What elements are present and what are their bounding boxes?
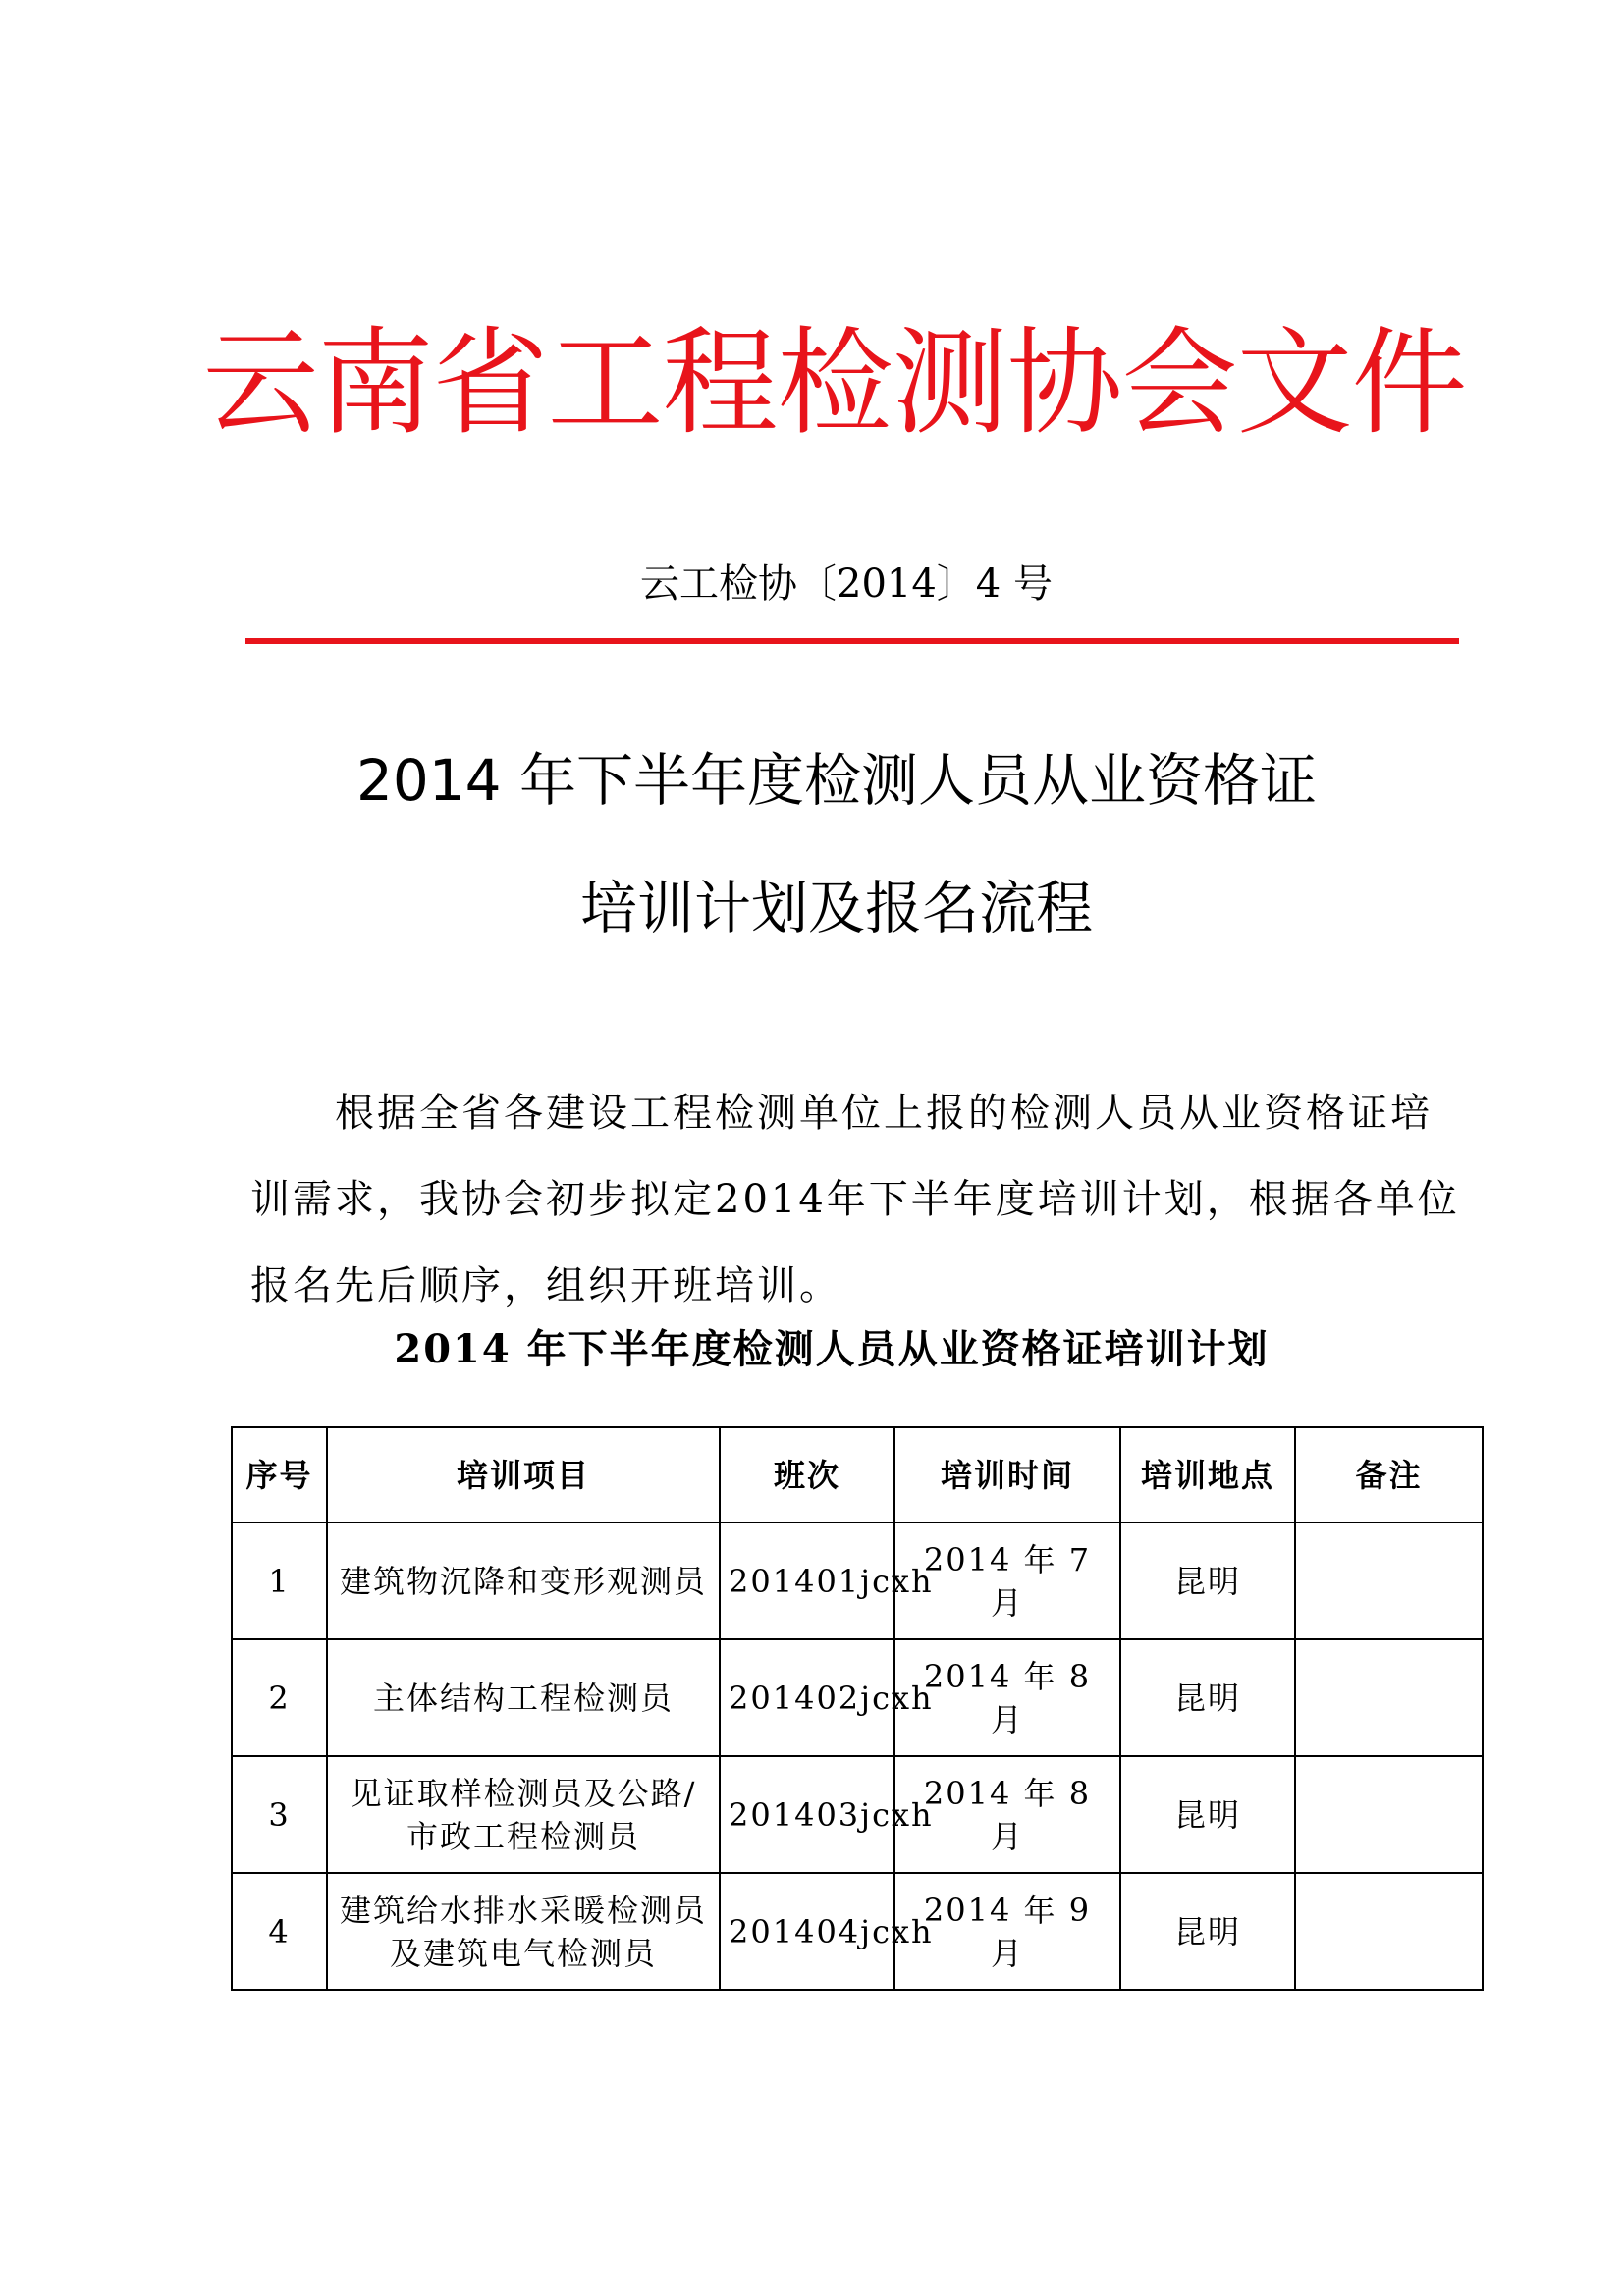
table-row xyxy=(232,1639,1483,1756)
cell-class: 201404jcxh xyxy=(720,1873,894,1990)
table-row xyxy=(232,1873,1483,1990)
header-class: 班次 xyxy=(720,1427,894,1522)
cell-class: 201401jcxh xyxy=(720,1522,894,1639)
cell-training-item: 建筑物沉降和变形观测员 xyxy=(327,1522,720,1639)
cell-seq: 3 xyxy=(232,1756,327,1873)
header-seq: 序号 xyxy=(232,1427,327,1522)
training-plan-table xyxy=(231,1426,1484,1991)
cell-training-place: 昆明 xyxy=(1120,1873,1295,1990)
cell-training-item: 主体结构工程检测员 xyxy=(327,1639,720,1756)
cell-note xyxy=(1295,1756,1483,1873)
table-row xyxy=(232,1756,1483,1873)
cell-class: 201402jcxh xyxy=(720,1639,894,1756)
header-note: 备注 xyxy=(1295,1427,1483,1522)
cell-training-place: 昆明 xyxy=(1120,1756,1295,1873)
header-training-place: 培训地点 xyxy=(1120,1427,1295,1522)
table-header-row xyxy=(232,1427,1483,1522)
cell-training-item: 见证取样检测员及公路/市政工程检测员 xyxy=(327,1756,720,1873)
cell-training-place: 昆明 xyxy=(1120,1522,1295,1639)
table-title: 2014 年下半年度检测人员从业资格证培训计划 xyxy=(394,1326,1270,1372)
document-number: 云工检协〔2014〕4 号 xyxy=(640,561,1053,607)
cell-training-time: 2014 年 8 月 xyxy=(894,1756,1120,1873)
document-title-line-2: 培训计划及报名流程 xyxy=(579,875,1093,941)
table-row xyxy=(232,1522,1483,1639)
header-training-time: 培训时间 xyxy=(894,1427,1120,1522)
cell-note xyxy=(1295,1522,1483,1639)
cell-note xyxy=(1295,1873,1483,1990)
cell-training-item: 建筑给水排水采暖检测员及建筑电气检测员 xyxy=(327,1873,720,1990)
header-red-divider xyxy=(245,638,1459,644)
cell-training-time: 2014 年 8 月 xyxy=(894,1639,1120,1756)
cell-training-time: 2014 年 7 月 xyxy=(894,1522,1120,1639)
header-training-item: 培训项目 xyxy=(327,1427,720,1522)
cell-class: 201403jcxh xyxy=(720,1756,894,1873)
document-header-title: 云南省工程检测协会文件 xyxy=(202,315,1467,451)
cell-training-time: 2014 年 9 月 xyxy=(894,1873,1120,1990)
document-title-line-1: 2014 年下半年度检测人员从业资格证 xyxy=(355,747,1318,814)
cell-seq: 1 xyxy=(232,1522,327,1639)
cell-seq: 4 xyxy=(232,1873,327,1990)
body-paragraph: 根据全省各建设工程检测单位上报的检测人员从业资格证培训需求，我协会初步拟定2014年下半年度培训计划，根据各单位报名先后顺序，组织开班培训。 xyxy=(250,1091,1460,1308)
cell-training-place: 昆明 xyxy=(1120,1639,1295,1756)
cell-note xyxy=(1295,1639,1483,1756)
cell-seq: 2 xyxy=(232,1639,327,1756)
